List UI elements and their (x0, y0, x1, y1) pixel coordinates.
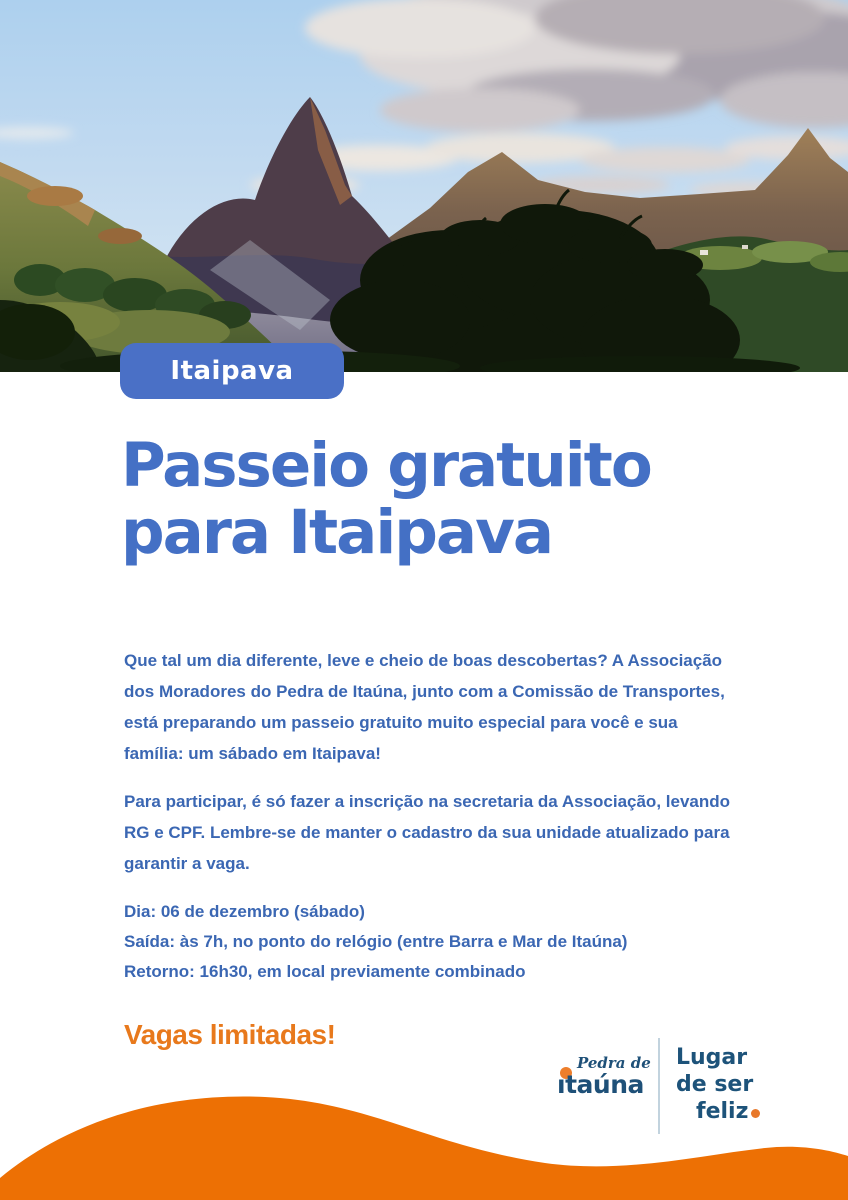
registration-line: Para participar, é só fazer a inscrição na secretaria da Associação, levando (124, 792, 731, 811)
registration-paragraph (124, 786, 730, 879)
tagline-line-1: Lugar (676, 1045, 748, 1070)
registration-line: garantir a vaga. (124, 854, 250, 873)
tagline-line-2: de ser (676, 1072, 754, 1097)
event-details (124, 897, 627, 987)
location-badge (120, 343, 344, 399)
logo-itauna-text: ıtaúna (557, 1070, 644, 1099)
location-badge-label: Itaipava (170, 356, 294, 386)
limited-spots-text: Vagas limitadas! (124, 1019, 336, 1050)
detail-return: Retorno: 16h30, em local previamente combinado (124, 962, 526, 981)
intro-paragraph (124, 645, 725, 769)
logo-pedra-de-text: Pedra de (577, 1054, 651, 1072)
intro-line: dos Moradores do Pedra de Itaúna, junto com a Comissão de Transportes, (124, 682, 725, 701)
intro-line: família: um sábado em Itaipava! (124, 744, 381, 763)
hero-photo-svg (0, 0, 848, 372)
title-line-2: para Itaipava (121, 497, 552, 568)
title-line-1: Passeio gratuito (121, 430, 651, 501)
bottom-wave (0, 1050, 848, 1200)
bottom-wave-svg (0, 1050, 848, 1200)
detail-day: Dia: 06 de dezembro (sábado) (124, 902, 365, 921)
registration-line: RG e CPF. Lembre-se de manter o cadastro da sua unidade atualizado para (124, 823, 730, 842)
hero-photo (0, 0, 848, 372)
page-title (121, 432, 651, 566)
tagline-feliz-text: feliz (696, 1099, 749, 1124)
detail-departure: Saída: às 7h, no ponto do relógio (entre Barra e Mar de Itaúna) (124, 932, 628, 951)
intro-line: Que tal um dia diferente, leve e cheio de boas descobertas? A Associação (124, 651, 723, 670)
intro-line: está preparando um passeio gratuito muito especial para você e sua (124, 713, 678, 732)
